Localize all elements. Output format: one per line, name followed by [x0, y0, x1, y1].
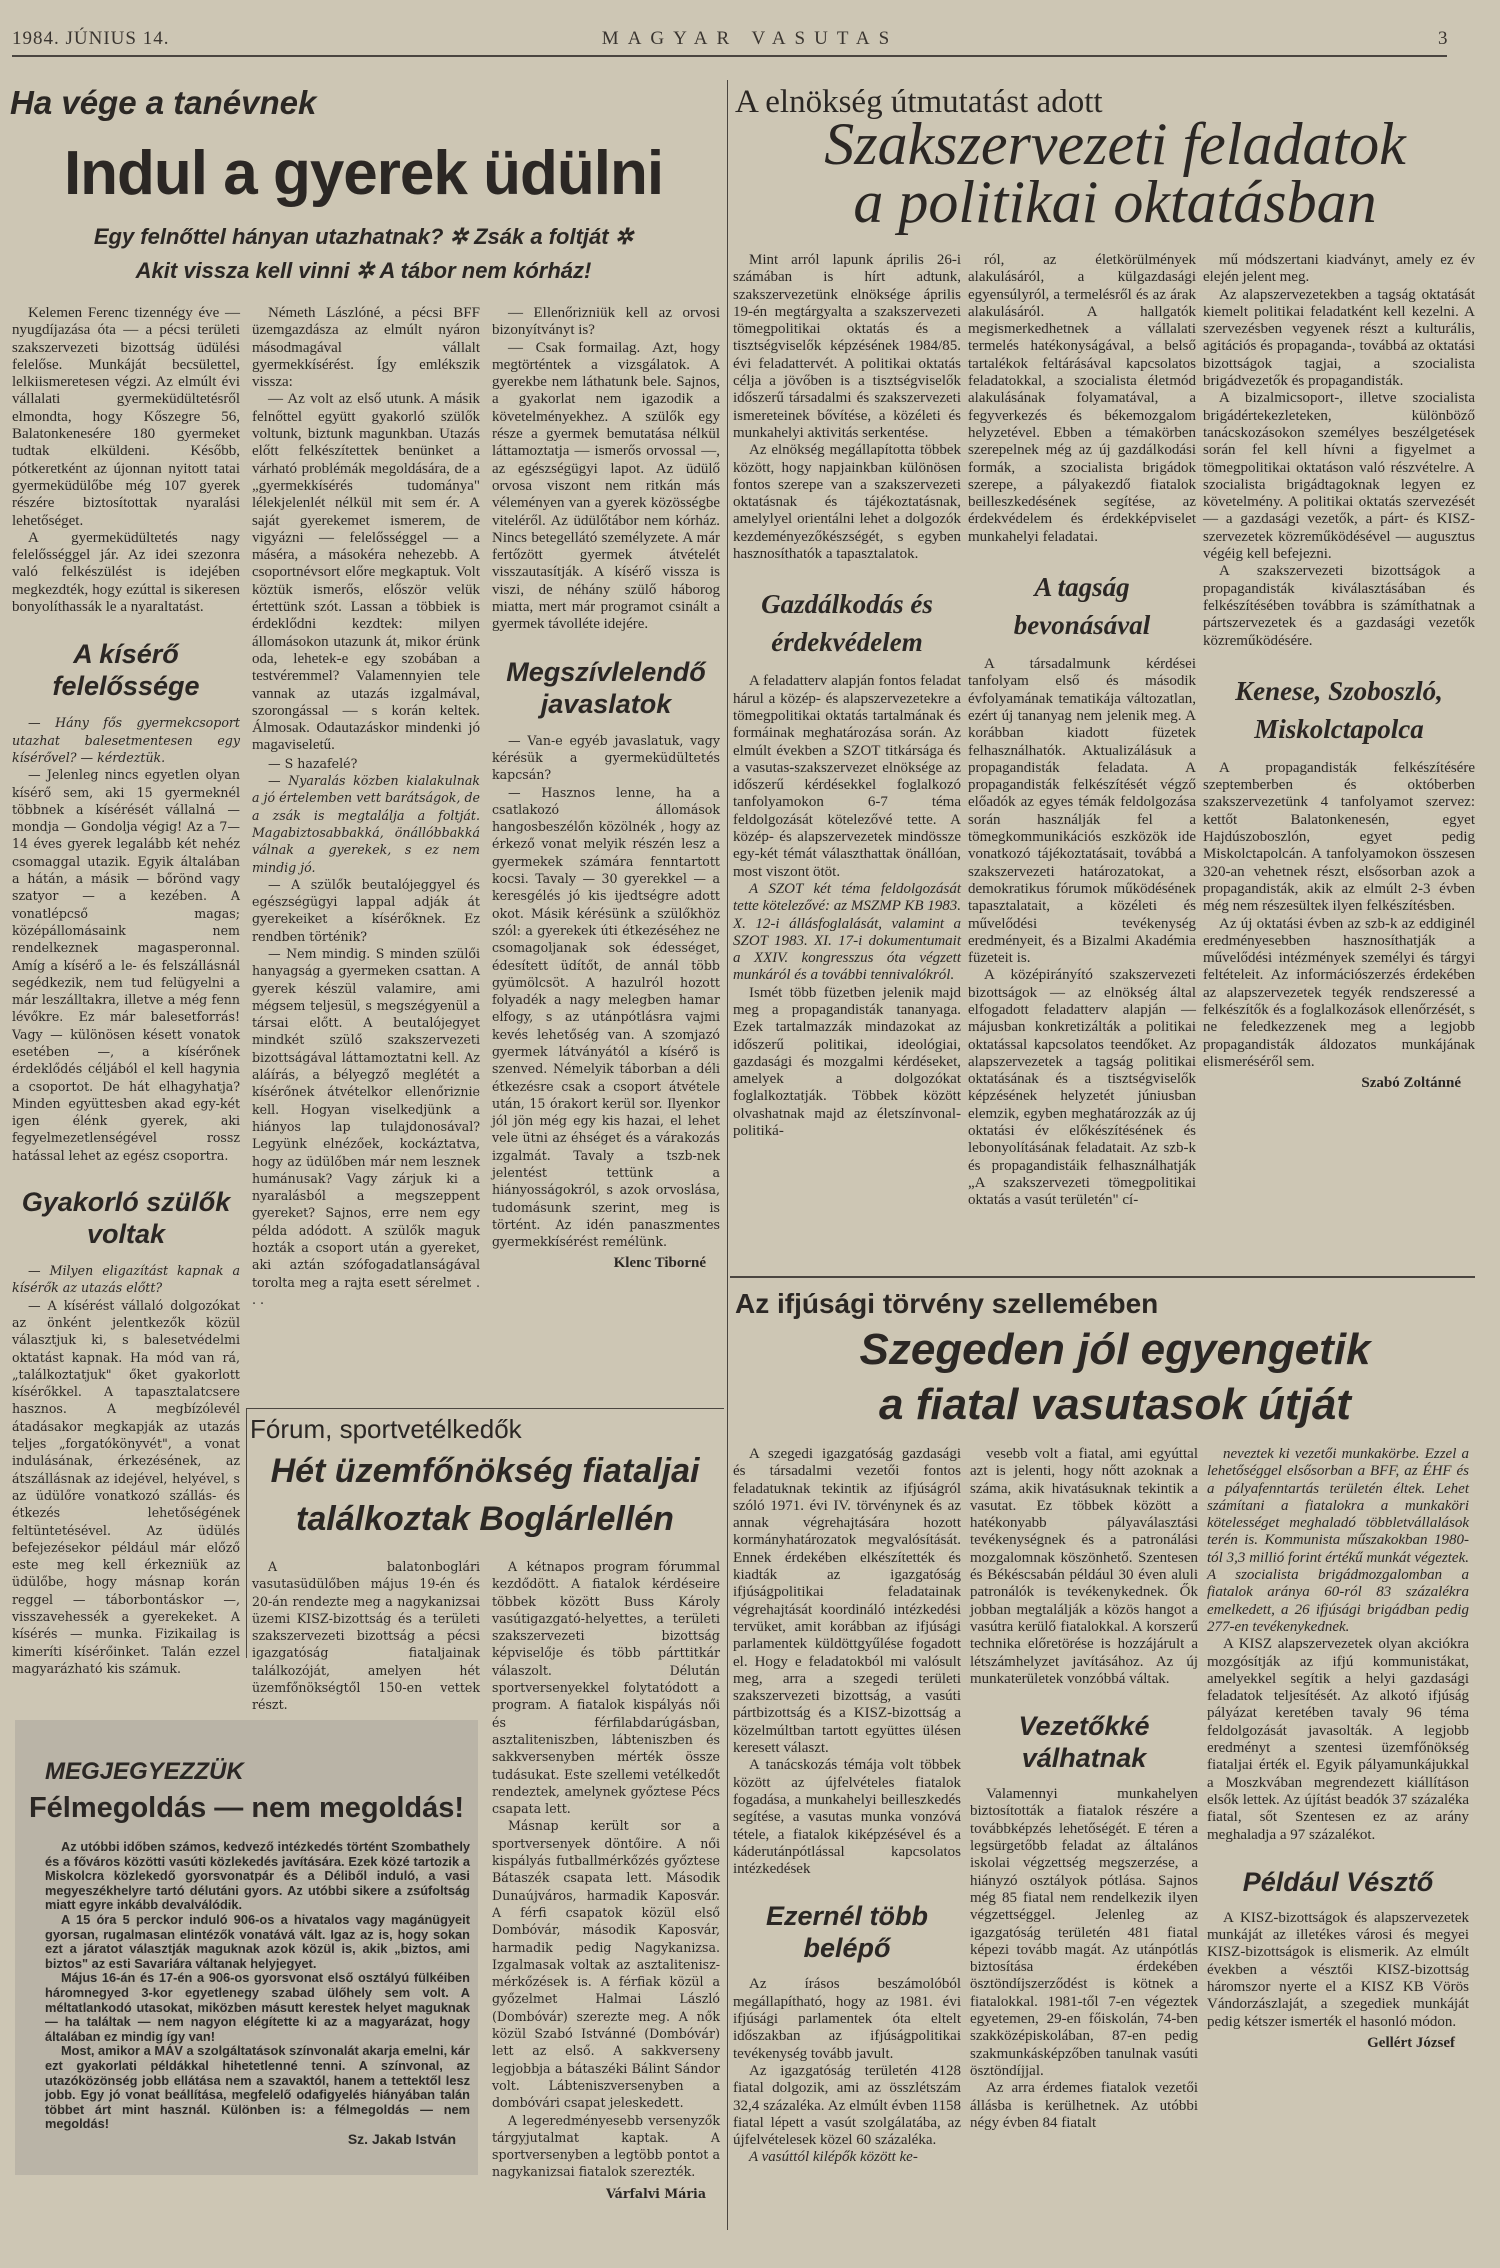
paragraph: A vasúttól kilépők között ke-	[749, 2149, 918, 2166]
subheading: Például Vésztő	[1242, 1866, 1434, 1897]
union-kicker: A elnökség útmutatást adott	[735, 84, 1103, 120]
forum-headline-2: találkoztak Boglárlellén	[296, 1500, 674, 1538]
paragraph: — Csak formailag. Azt, hogy megtörténtek a vizsgálatok. A gyerekbe nem láthatunk bele. Sajnos, a gyakorlat nem igazodik a követelményekhez. A szülők egy része a gyermek bemutatása nélkül láttamoztatja — ismerős orvossal —, az egészségügyi lapot. Az üdülő orvosa viszont nem ritkán más véleményen van a gyerek közösségbe viteléről. Az üdülőtábor nem kórház. Nincs betegellátó személyzete. A már fertőzött gyermek átvételét visszautasítják. A kísérő vissza is viszi, de néhány szülő háborog miatta, mert már programot csinált a gyermek távolléte idejére.	[492, 339, 720, 633]
youth-headline-2: a fiatal vasutasok útját	[879, 1380, 1351, 1429]
byline: Szabó Zoltánné	[1361, 1075, 1461, 1092]
byline: Klenc Tiborné	[613, 1254, 706, 1271]
union-column-2	[968, 252, 1196, 1210]
paragraph: — Ellenőrizniük kell az orvosi bizonyítványt is?	[492, 305, 720, 339]
left-article-column-1	[12, 305, 240, 1677]
paragraph: mű módszertani kiadványt, amely ez év elején jelent meg.	[1203, 252, 1475, 286]
paragraph: — Milyen eligazítást kapnak a kísérők az utazás előtt?	[12, 1263, 240, 1296]
paragraph: Az írásos beszámolóból megállapítható, hogy az 1981. évi ifjúsági parlamentek óta eltelt időszakban az ifjúságpolitikai tevékenység tovább javult.	[733, 1976, 961, 2062]
paragraph: A kétnapos program fórummal kezdődött. A fiatalok kérdéseire többek között Buss Károly vasútigazgató-helyettes, a területi szakszervezeti bizottság képviselője és több párttitkár válaszolt. Délután sportversenyekkel folytatódott a program. A fiatalok kispályás női és férfilabdarúgásban, asztaliteniszben, lábteniszben és sakkversenyben mérték össze tudásukat. Este szellemi vetélkedőt rendeztek, amelynek győztese Pécs csapata lett.	[492, 1559, 720, 1817]
subheading: A tagság bevonásával	[1013, 572, 1151, 641]
paragraph: A SZOT két téma feldolgozását tette kötelezővé: az MSZMP KB 1983. X. 12-i állásfoglalását, valamint a SZOT 1983. XI. 17-i dokumentumait a XXIV. kongresszus óta végzett munkáról és a további tennivalókról.	[733, 880, 962, 984]
paragraph: Ismét több füzetben jelenik majd meg a propagandisták tananyaga. Ezek tartalmazzák mindazokat az időszerű politikai, ideológiai, gazdasági és mozgalmi kérdéseket, amelyek a dolgozókat foglalkoztatják. Többek között olvashatnak majd az életszínvonal-politiká-	[733, 984, 961, 1140]
paragraph: ról, az életkörülmények alakulásáról, a külgazdasági egyensúlyról, a termelésről és az árak alakulásáról. A hallgatók megismerkedhetnek a vállalati termelés hatékonyságával, a belső tartalékok feltárásával kapcsolatos feladatokkal, a szocialista életmód alakulásának folyamatával, a fegyverkezés és békemozgalom helyzetével. Ebben a témakörben szerepelnek még az új gazdálkodási formák, a szocialista brigádok szerepe, a pályakezdő fiatalok beilleszkedésének segítése, az érdekvédelem és érdekképviselet munkahelyi feladatai.	[968, 252, 1196, 545]
byline: Gellért József	[1367, 2034, 1455, 2051]
paragraph: — Hasznos lenne, ha a csatlakozó állomások hangosbeszélőn közölnék , hogy az érkező vonat melyik részén lesz a gyermekek számára fenntartott kocsi. Tavaly — 30 gyerekkel — a keresgélés jó kis ijedtségre adott okot. Másik kérésünk a szülőkhöz szól: a gyerekek úti étkezéséhez ne csomagoljanak sok édességet, édesített üdítőt, de annál több gyümölcsöt. A hazulról hozott folyadék a nagy melegben hamar elfogy, s az utánpótlásra vajmi kevés lehetőség van. A szomjazó gyermek látványától a kísérő is szenved. Némelyik táborban a déli étkezésre csak a csoport átvétele után, 15 órakort kerül sor. Ilyenkor jól jön még egy kis hazai, el lehet vele ütni az éhséget és a várakozás izgalmát. Tavaly a tszb-nek jelentést tettünk a hiányosságokról, s azok orvoslása, tudomásunk szerint, meg is történt. Az idén panaszmentes gyermekkísérést remélünk.	[492, 784, 720, 1250]
newspaper-title: MAGYAR VASUTAS	[601, 28, 899, 49]
note-paragraph: Május 16-án és 17-én a 906-os gyorsvonat első osztályú fülkéiben háromnegyed 3-kor egyetlenegy szabad ülőhely sem volt. A méltatlankodó utasokat, miközben másutt kerestek helyet maguknak — ha találtak — nem nagyon elégítette ki az a magyarázat, hogy általában ez mindig így van!	[45, 1970, 470, 2044]
masthead-rule	[12, 55, 1447, 57]
paragraph: Az alapszervezetekben a tagság oktatását kiemelt politikai feladatként kell kezelni. A szervezésben vegyenek részt a kulturális, agitációs és propaganda-, továbbá az oktatási bizottságok tagjai, a szocialista brigádvezetők és propagandisták.	[1203, 286, 1475, 390]
left-article-column-2	[252, 305, 480, 1308]
left-kicker: Ha vége a tanévnek	[10, 84, 317, 121]
paragraph: Másnap került sor a sportversenyek döntőire. A női kispályás futballmérkőzés győztese Bátaszék csapata lett. Második Dunaújváros, harmadik Kaposvár. A férfi csapatok közül első Dombóvár, második Kaposvár, harmadik pedig Nagykanizsa. Izgalmasak voltak az asztalitenisz-mérkőzések is. A férfiak közül a győzelmet Halmai László (Dombóvár) szerezte meg. A nők közül Szabó Istvánné (Dombóvár) lett az első. A sakkverseny legjobbja a bátaszéki Bálint Sándor volt. Lábteniszversenyben a dombóvári csapat jeleskedett.	[492, 1818, 720, 2111]
paragraph: Németh Lászlóné, a pécsi BFF üzemgazdásza az elmúlt nyáron másodmagával vállalt gyermekkísérést. Így emlékszik vissza:	[252, 305, 480, 391]
paragraph: — Nem mindig. S minden szülői hanyagság a gyermeken csattan. A gyerek készül valamire, ami mégsem teljesül, s megszégyenül a társai előtt. A beutalójegyet mindkét szülő szakszervezeti bizottságával láttamoztatni kell. Az aláírás, a bélyegző meglétét a kísérőnek átvételkor ellenőriznie kell. Hogyan viselkedjünk a hiányos lap tulajdonosával? Legyünk elnézőek, kockáztatva, hogy az üdülőben már nem lesznek humánusak? Vagy zárjuk ki a nyaralásból a megszeppent gyereket? Sajnos, erre nem egy példa adódott. A szülők maguk hozták a csoport után a gyereket, aki aztán szófogadatlanságával torolta meg a rajta esett sérelmet . . .	[252, 945, 480, 1307]
subheading: Megszívlelendő javaslatok	[506, 656, 706, 719]
subheading: Ezernél több belépő	[765, 1901, 928, 1964]
paragraph: A szakszervezeti bizottságok a propagandisták kiválasztásában és felkészítésében továbbra is számíthatnak a pártszervezetek és a gazdasági vezetők közreműködésére.	[1203, 563, 1475, 649]
union-column-1	[733, 252, 961, 1140]
subheading: Kenese, Szoboszló, Miskolctapolca	[1235, 675, 1443, 744]
paragraph: — Van-e egyéb javaslatuk, vagy kérésük a gyermeküdültetés kapcsán?	[492, 732, 720, 783]
paragraph: A KISZ-bizottságok és alapszervezetek munkáját az illetékes városi és megyei KISZ-bizottságok is elismerik. Az elmúlt években a vésztői KISZ-bizottság háromszor nyerte el a KISZ KB Vörös Vándorzászlaját, a szegediek munkáját pedig kétszer ismerték el hasonló módon.	[1207, 1909, 1469, 2030]
note-box	[15, 1720, 478, 2175]
paragraph: neveztek ki vezetői munkakörbe. Ezzel a lehetőséggel elsősorban a BFF, az ÉHF és a pályafenntartás területén éltek. Lehet számítani a fiatalokra a munkaköri kötelességet meghaladó többletvállalások terén is. Kommunista műszakokban 1980-tól 3,3 millió forint értékű munkát végeztek. A szocialista brigádmozgalomban a fiatalok aránya 60-ról 83 százalékra emelkedett, a 26 ifjúsági brigádban pedig 277-en tevékenykednek.	[1207, 1446, 1469, 1635]
paragraph: A balatonboglári vasutasüdülőben május 19-én és 20-án rendezte meg a nagykanizsai üzemi KISZ-bizottság és a területi szakszervezeti bizottság a pécsi igazgatóság fiataljainak találkozóját, amelyen hét üzemfőnökségtől 150-en vettek részt.	[252, 1559, 480, 1713]
paragraph: — S hazafelé?	[268, 755, 358, 771]
youth-column-2	[970, 1446, 1198, 2132]
note-body	[45, 1840, 470, 2146]
note-kicker: MEGJEGYEZZÜK	[45, 1758, 244, 1785]
issue-date: 1984. JÚNIUS 14.	[12, 28, 170, 49]
union-column-3	[1203, 252, 1475, 1092]
paragraph: — A szülők beutalójeggyel és egészségügyi lappal adják át gyerekeiket a kísérőknek. Ez rendben történik?	[252, 876, 480, 944]
paragraph: A feladatterv alapján fontos feladat hárul a közép- és alapszervezetekre a tömegpolitikai oktatás tartalmának és formáinak meghatározása során. Az elmúlt években a SZOT titkársága és a vasutas-szakszervezet elnöksége az időszerű kérdésekkel foglalkozó tanfolyamokon 6-7 téma feldolgozását kötelezővé tette. A közép- és alapszervezetek mindössze egy-két témát választhattak önállóan, most viszont ötöt.	[733, 673, 961, 880]
paragraph: A bizalmicsoport-, illetve szocialista brigádértekezleteken, különböző tanácskozásokon személyes beszélgetések során fel kell hívni a figyelmet a tömegpolitikai oktatáson való részvételre. A szocialista brigádtagoknak legyen ez követelmény. A politikai oktatás szervezését — a gazdasági vezetők, a párt- és KISZ-szervezetek közreműködésével — augusztus végéig kell befejezni.	[1203, 390, 1475, 563]
subheading: Gyakorló szülők voltak	[21, 1187, 231, 1250]
paragraph: — Jelenleg nincs egyetlen olyan kísérő sem, aki 15 gyermeknél többnek a kísérését vállalná — mondja — Gondolja végig! Az a 7—14 éves gyerek legalább két nehéz csomaggal utazik. Egyik általában a hátán, a másik — bőrönd vagy szatyor — a kezében. A vonatlépcső magas; középállomásaink nem rendelkeznek magasperonnal. Amíg a kísérő a le- és felszállásnál segédkezik, nem tud felügyelni a már leszálltakra, illetve a még fenn lévőkre. Ez már balesetforrás! Vagy — különösen késett vonatok esetében —, a kísérőnek érdeklődés céljából el kell hagynia a csoportot. De hát elhagyhatja? Minden együttesben akad egy-két igen élénk gyerek, aki fegyelmezetlenségével rossz hatással lehet az egész csoportra.	[12, 767, 240, 1163]
paragraph: Kelemen Ferenc tizennégy éve — nyugdíjazása óta — a pécsi területi szakszervezeti bizottság üdülési felelőse. Munkáját becsülettel, lelkiismeretesen végzi. Az elmúlt évi vállalati gyermeküdültetésről elmondta, hogy Kőszegre 56, Balatonkenesére 180 gyermeket tudtak elküldeni. Később, pótkeretként az újonnan nyitott tatai gyermeküdülőbe még 107 gyerek részére biztosítottak nyaralási lehetőséget.	[12, 305, 240, 529]
paragraph: Az igazgatóság területén 4128 fiatal dolgozik, ami az összlétszám 32,4 százaléka. Az elmúlt évben 1158 fiatal lépett a vasút szolgálatába, az újfelvételesek közel 60 százaléka.	[733, 2062, 961, 2149]
paragraph: A gyermeküdültetés nagy felelősséggel jár. Az idei szezonra való felkészülést is idejében megkezdték, hogy ezúttal is sikeresen bonyolíthassák le a nyaraltatást.	[12, 529, 240, 616]
forum-headline-1: Hét üzemfőnökség fiataljai	[270, 1452, 700, 1490]
left-deck-1: Egy felnőttel hányan utazhatnak? ✲ Zsák a foltját ✲	[93, 224, 634, 249]
note-paragraph: Az utóbbi időben számos, kedvező intézkedés történt Szombathely és a főváros közötti vasúti közlekedés javítására. Ezek közé tartozik a Miskolcra közlekedő gyorsvonatpár és a Déliből induló, a vasi megyeszékhelyre tartó délutáni gyors. Az utóbbi sikere a zsúfoltság miatt egyre inkább devalválódik.	[45, 1839, 470, 1913]
paragraph: A tanácskozás témája volt többek között az újfelvételes fiatalok fogadása, a munkahelyi beilleszkedés segítése, a vasutas munka vonzóvá tétele, a fiatalok kiképzésével és a káderutánpótlással kapcsolatos intézkedések	[733, 1757, 961, 1878]
youth-column-1	[733, 1446, 961, 2167]
forum-kicker: Fórum, sportvetélkedők	[250, 1414, 522, 1444]
paragraph: A szegedi igazgatóság gazdasági és társadalmi vezetői fontos feladatuknak tekintik az ifjúságról szóló 1971. évi IV. törvénynek és az annak végrehajtására hozott kormányhatározatok megvalósítását. Ennek érdekében elkészítették és kiadták az igazgatóság ifjúságpolitikai feladatainak végrehajtását koordináló intézkedési tervüket, amit korábban az ifjúsági parlamentek küldöttgyűlése fogadott el. Hogy e feladatokból mi valósult meg, arra a szegedi területi szakszervezeti bizottság, a vasúti pártbizottság és a KISZ-bizottság a közelmúltban tartott együttes ülésen keresett választ.	[733, 1446, 961, 1757]
forum-column-2	[492, 1558, 720, 2202]
subheading: Gazdálkodás és érdekvédelem	[761, 589, 933, 658]
paragraph: — Hány fős gyermekcsoport utazhat balesetmentesen egy kísérővel? — kérdeztük.	[12, 715, 240, 765]
note-paragraph: A 15 óra 5 perckor induló 906-os a hivatalos vagy magánügyeit gyorsan, rugalmasan elintézők vonatává vált. Igaz az is, hogy sokan ezt a járatot választják maguknak azok közül is, akik „biztos, ami biztos" az esti Savariára váltanak helyjegyet.	[45, 1911, 470, 1971]
union-headline-1: Szakszervezeti feladatok	[824, 111, 1406, 177]
paragraph: — Nyaralás közben kialakulnak a jó értelemben vett barátságok, de a zsák is megtalálja a foltját. Magabiztosabbakká, önállóbbakká válnak a gyerekek, s ez nem mindig jó.	[252, 773, 480, 875]
paragraph: A KISZ alapszervezetek olyan akciókra mozgósítják az ifjú kommunistákat, amelyekkel segítik a helyi gazdasági feladatok teljesítését. Az alkotó ifjúság pályázat keretében tavaly 96 téma feldolgozását javasolták. A legjobb eredményt a szentesi üzemfőnökség fiataljai érték el. Egyik pályamunkájukkal a Moszkvában megrendezett kiállításon elsők lettek. Az újítást beadók 37 százaléka fiatal, sőt Szentesen ez az arány meghaladja a 97 százalékot.	[1207, 1636, 1469, 1843]
paragraph: A legeredményesebb versenyzők tárgyjutalmat kaptak. A sportversenyben a legtöbb pontot a nagykanizsai fiatalok szerezték.	[492, 2112, 720, 2180]
forum-top-rule	[246, 1408, 724, 1409]
paragraph: Mint arról lapunk április 26-i számában is hírt adtunk, szakszervezetünk elnöksége április 19-én megtárgyalta a szakszervezeti tömegpolitikai oktatás és a tisztségviselők képzésének 1984/85. évi feladattervét. A politikai oktatás célja a jövőben is a tisztségviselők időszerű társadalmi és szakszervezeti ismereteinek bővítése, a közéleti és munkahelyi aktivitás serkentése.	[733, 252, 961, 441]
paragraph: A középirányító szakszervezeti bizottságok — az elnökség által elfogadott feladatterv alapján — májusban konkretizálták a politikai oktatással kapcsolatos teendőket. Az alapszervezetek a tagság politikai oktatásának és a tisztségviselők képzésének helyzetét júniusban elemzik, egyben meghatározzák az új oktatási év előkészítésének és lebonyolításának feladatait. Az szb-k és propagandistáik felhasználhatják „A szakszervezeti tömegpolitikai oktatás a vasút területén" cí-	[968, 967, 1196, 1209]
youth-kicker: Az ifjúsági törvény szellemében	[735, 1288, 1159, 1319]
note-paragraph: Most, amikor a MÁV a szolgáltatások színvonalát akarja emelni, kár ezt gyakorlati példákkal hihetetlenné tenni. A színvonal, az utazóközönség jobb ellátása nem a szavaktól, hanem a tettektől lesz jobb. Egy jó vonat beállítása, megfelelő odafigyelés hiányában talán többet árt mint használ. Különben is: a félmegoldás — nem megoldás!	[45, 2043, 470, 2132]
paragraph: A propagandisták felkészítésére szeptemberben és októberben szakszervezetünk 4 tanfolyamot szervez: kettőt Balatonkenesén, egyet Hajdúszoboszlón, egyet pedig Miskolctapolcán. A tanfolyamokon összesen 320-an vehetnek részt, elsősorban azok a propagandisták, akik az elmúlt 2-3 évben még nem részesültek ilyen felkészítésben.	[1203, 759, 1475, 915]
left-deck-2: Akit vissza kell vinni ✲ A tábor nem kórház!	[135, 258, 592, 283]
note-headline: Félmegoldás — nem megoldás!	[28, 1792, 465, 1824]
youth-headline-1: Szegeden jól egyengetik	[859, 1325, 1371, 1374]
paragraph: Az arra érdemes fiatalok vezetői állásba is kerülhetnek. Az utóbbi négy évben 84 fiatalt	[970, 2080, 1198, 2131]
note-signature: Sz. Jakab István	[347, 2130, 456, 2147]
left-article-column-3	[492, 305, 720, 1272]
paragraph: A társadalmunk kérdései tanfolyam első és második évfolyamának tematikája változatlan, ezért új tananyag nem jelenik meg. A korábban kiadott füzetek felhasználhatók. Aktualizálásuk a propagandisták feladata. A propagandisták felkészítését végző előadók az egyes témák feldolgozása során használják fel a tömegkommunikációs eszközök ide vonatkozó tájékoztatásait, továbbá a szakszervezeti határozatokat, a demokratikus fórumok működésének tapasztalatait, a közéleti és művelődési tevékenység eredményeit, és a Bizalmi Akadémia füzeteit is.	[968, 656, 1196, 967]
page-number: 3	[1438, 28, 1449, 49]
paragraph: — Az volt az első utunk. A másik felnőttel együtt gyakorló szülők voltunk, biztunk magunkban. Utazás előtt felkészítettek benünket a várható problémák megoldására, de a „gyermekkísérés tudománya" lélekjelenlét nélkül mit sem ér. A saját gyerekemet ismerem, de vigyázni — felelősséggel — a máséra, a másokéra nehezebb. A csoportnévsort előre megkaptuk. Volt köztük ismerős, először velük értettünk szót. Lassan a többiek is érdeklődni kezdtek: milyen állomásokon utazunk át, mikor érünk oda, lehetek-e egy szobában a testvéremmel? Valamennyien tele vannak az utazás izgalmával, szorongással — s korán keltek. Álmosak. Odautazáskor mindenki jó magaviseletű.	[252, 391, 480, 754]
youth-column-3	[1207, 1446, 1469, 2052]
forum-column-1	[252, 1558, 480, 1714]
left-headline: Indul a gyerek üdülni	[63, 139, 664, 208]
paragraph: Az elnökség megállapította többek között, hogy napjainkban különösen fontos szerepe van a szakszervezeti oktatásnak és tájékoztatásnak, amelylyel orientálni lehet a dolgozók kezdeményezőkészségét, s egyben hasznosíthatók a tapasztalatok.	[733, 442, 961, 563]
column-divider	[727, 80, 728, 2230]
union-headline-2: a politikai oktatásban	[853, 169, 1377, 235]
subheading: A kísérő felelőssége	[52, 639, 200, 702]
paragraph: Valamennyi munkahelyen biztosították a fiatalok részére a továbbképzés lehetőségét. E téren a legsürgetőbb feladat az általános iskolai végzettség megszerzése, a hiányzó osztályok pótlása. Sajnos még 85 fiatal nem rendelkezik ilyen végzettséggel. Jelenleg az igazgatóság területén 481 fiatal képezi tovább magát. Az utánpótlás biztosítása érdekében ösztöndíjszerződést is kötnek a fiatalokkal. 1981-től 7-en végeztek egyetemen, 29-en főiskolán, 74-ben szakközépiskolában, 87-en pedig szakmunkásképzőben tanulnak vasúti ösztöndíjjal.	[970, 1786, 1198, 2079]
paragraph: vesebb volt a fiatal, ami egyúttal azt is jelenti, hogy nőtt azoknak a száma, akik hivatásuknak tekintik a vasutat. Ez többek között a hatékonyabb pályaválasztási tevékenységnek és a patronálási mozgalomnak köszönhető. Szentesen és Békéscsabán például 30 éven aluli patronálók is tevékenykednek. Ők jobban megtalálják a közös hangot a vasútra kerülő fiatalokkal. A korszerű technika előretörése is hozzájárult a létszámhelyzet javításához. Az új munkaterületek vonzóbbá váltak.	[970, 1446, 1198, 1687]
paragraph: Az új oktatási évben az szb-k az eddiginél eredményesebben hasznosíthatják a művelődési intézmények személyi és tárgyi feltételeit. Az információszerzés érdekében az alapszervezetek tegyék rendszeressé a felkészítők és a foglalkozások ellenőrzését, s ne feledkezzenek meg a legjobb propagandisták áldozatos munkájának elismeréséről sem.	[1203, 915, 1475, 1070]
union-bottom-rule	[730, 1276, 1475, 1278]
paragraph: — A kísérést vállaló dolgozókat az önként jelentkezők közül választjuk ki, s balesetvédelmi oktatást kapnak. Ha mód van rá, „találkoztatjuk" őket gyakorlott kísérőkkel. A tapasztalatcsere hasznos. A megbízólevél átadásakor megkapják az utazás teljes „forgatókönyvét", a vonat indulásának, érkezésének, az átszállásnak az idejével, helyével, s az üdülőre vonatkozó szállás- és étkezés lehetőségének feltüntetésével. Az üdülés befejezésekor például már előző este meg kell érkezniük az üdülőbe, hogy másnap korán reggel — táborbontáskor —, visszavehessék a gyerekeket. A kísérés — munka. Fizikailag is kimeríti kísérőinket. Talán ezzel magyarázható kis számuk.	[12, 1297, 240, 1676]
byline: Várfalvi Mária	[606, 2185, 706, 2201]
subheading: Vezetőkké válhatnak	[1018, 1711, 1150, 1774]
